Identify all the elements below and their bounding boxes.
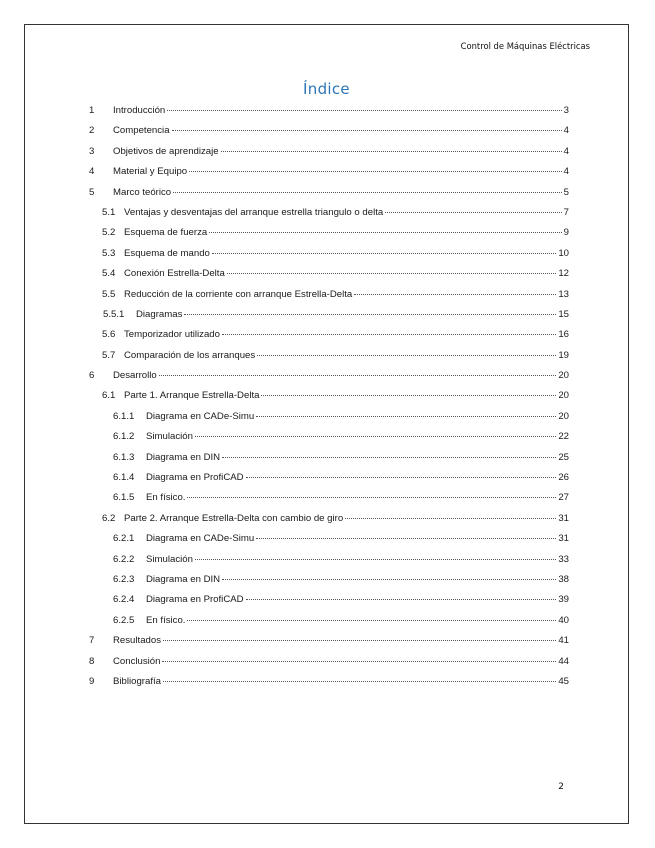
toc-entry-number: 9 [89,675,95,687]
toc-entry-label[interactable]: En físico. [146,614,186,626]
toc-entry[interactable] [89,187,569,207]
dot-leader [187,620,556,621]
toc-entry-page[interactable]: 12 [558,268,569,280]
toc-entry-page[interactable]: 26 [558,472,569,484]
toc-entry-number: 6.1.2 [113,431,135,443]
toc-entry-page[interactable]: 5 [563,186,569,198]
toc-entry-label[interactable]: Competencia [113,125,170,137]
toc-title: Índice [303,80,350,98]
dot-leader [222,579,556,580]
toc-entry-page[interactable]: 4 [563,125,569,137]
toc-entry-number: 6.1.3 [113,451,135,463]
toc-entry-label[interactable]: Diagrama en CADe-Simu [146,410,255,422]
toc-entry-page[interactable]: 45 [558,675,569,687]
toc-entry-page[interactable]: 31 [558,512,569,524]
toc-entry-number: 5.4 [102,268,116,280]
toc-entry[interactable] [89,370,569,390]
toc-entry-label[interactable]: Objetivos de aprendizaje [113,145,219,157]
toc-entry-label[interactable]: Marco teórico [113,186,172,198]
toc-entry-page[interactable]: 40 [558,614,569,626]
toc-entry-label[interactable]: Simulación [146,553,193,565]
toc-entry[interactable] [89,248,569,268]
toc-entry-page[interactable]: 41 [558,635,569,647]
toc-entry-label[interactable]: Esquema de fuerza [124,227,208,239]
toc-entry-number: 6.2.2 [113,553,135,565]
toc-entry-number: 2 [89,125,95,137]
toc-entry-page[interactable]: 4 [563,145,569,157]
toc-entry-label[interactable]: Conexión Estrella-Delta [124,268,225,280]
toc-entry-number: 6.2.3 [113,573,135,585]
toc-entry-number: 4 [89,166,95,178]
toc-entry-page[interactable]: 10 [558,247,569,259]
toc-entry[interactable] [89,411,569,431]
toc-entry-label[interactable]: En físico. [146,492,186,504]
toc-entry-number: 3 [89,145,95,157]
dot-leader [246,599,557,600]
toc-entry-number: 5.6 [102,329,116,341]
toc-entry[interactable] [89,513,569,533]
toc-entry[interactable] [89,472,569,492]
dot-leader [256,416,556,417]
toc-entry-number: 6.2 [102,512,116,524]
toc-entry-number: 5.5 [102,288,116,300]
dot-leader [163,640,556,641]
toc-entry-page[interactable]: 38 [558,573,569,585]
toc-entry-page[interactable]: 7 [563,206,569,218]
toc-entry-page[interactable]: 15 [558,308,569,320]
dot-leader [256,538,556,539]
toc-entry[interactable] [89,431,569,451]
toc-entry[interactable] [89,146,569,166]
toc-entry[interactable] [89,554,569,574]
toc-entry-number: 5.1 [102,206,116,218]
toc-entry-page[interactable]: 33 [558,553,569,565]
page-number: 2 [558,782,564,792]
toc-entry[interactable] [89,492,569,512]
toc-entry-label[interactable]: Conclusión [113,655,161,667]
toc-entry-page[interactable]: 39 [558,594,569,606]
dot-leader [163,681,556,682]
toc-entry-label[interactable]: Introducción [113,105,166,116]
toc-entry-label[interactable]: Bibliografía [113,675,161,687]
toc-entry-number: 6.1.5 [113,492,135,504]
dot-leader [159,375,557,376]
toc-entry[interactable] [89,635,569,655]
toc-entry[interactable] [89,533,569,553]
toc-entry[interactable] [89,594,569,614]
toc-entry[interactable] [89,105,569,125]
toc-entry-label[interactable]: Temporizador utilizado [124,329,220,341]
toc-entry-page[interactable]: 27 [558,492,569,504]
dot-leader [173,192,562,193]
toc-entry-number: 7 [89,635,95,647]
dot-leader [172,130,562,131]
toc-entry[interactable] [89,574,569,594]
toc-entry-label[interactable]: Esquema de mando [124,247,210,259]
dot-leader [246,477,557,478]
toc-entry-label[interactable]: Comparación de los arranques [124,349,256,361]
toc-entry[interactable] [89,350,569,370]
document-page [24,24,629,824]
toc-entry-number: 8 [89,655,95,667]
toc-entry-page[interactable]: 13 [558,288,569,300]
toc-entry-page[interactable]: 16 [558,329,569,341]
toc-entry[interactable] [89,289,569,309]
toc-entry-number: 5.3 [102,247,116,259]
toc-entry-label[interactable]: Simulación [146,431,193,443]
toc-entry-label[interactable]: Parte 1. Arranque Estrella-Delta [124,390,260,402]
toc-entry-label[interactable]: Parte 2. Arranque Estrella-Delta con cambio de giro [124,512,344,524]
dot-leader [222,334,556,335]
toc-entry-label[interactable]: Diagrama en DIN [146,573,221,585]
toc-entry-label[interactable]: Material y Equipo [113,166,188,178]
dot-leader [354,294,556,295]
dot-leader [345,518,556,519]
toc-entry[interactable] [89,125,569,145]
toc-entry-number: 5.2 [102,227,116,239]
toc-entry[interactable] [89,676,569,696]
toc-entry-label[interactable]: Diagrama en ProfiCAD [146,472,244,484]
toc-entry[interactable] [89,227,569,247]
dot-leader [212,253,556,254]
dot-leader [162,661,556,662]
toc-entry-number: 6.1 [102,390,116,402]
toc-entry[interactable] [89,615,569,635]
toc-entry[interactable] [89,390,569,410]
toc-entry-label[interactable]: Diagrama en ProfiCAD [146,594,244,606]
toc-entry[interactable] [89,329,569,349]
toc-entry-number: 6.2.5 [113,614,135,626]
dot-leader [221,151,562,152]
running-header: Control de Máquinas Eléctricas [460,41,590,51]
dot-leader [184,314,556,315]
toc-entry-page[interactable]: 22 [558,431,569,443]
toc-entry-number: 5 [89,186,95,198]
toc-entry-number: 6.2.4 [113,594,135,606]
toc-entry-page[interactable]: 19 [558,349,569,361]
dot-leader [195,436,556,437]
toc-entry-page[interactable]: 4 [563,166,569,178]
toc-entry-label[interactable]: Diagramas [136,308,183,320]
table-of-contents [89,105,569,696]
toc-entry[interactable] [89,166,569,186]
dot-leader [195,559,556,560]
toc-entry-page[interactable]: 25 [558,451,569,463]
toc-entry-page[interactable]: 3 [563,105,569,116]
dot-leader [187,497,556,498]
toc-entry-number: 6.1.1 [113,410,135,422]
toc-entry[interactable] [89,656,569,676]
dot-leader [385,212,561,213]
toc-entry-label[interactable]: Diagrama en CADe-Simu [146,533,255,545]
dot-leader [261,395,556,396]
toc-entry-label[interactable]: Reducción de la corriente con arranque Estrella-Delta [124,288,353,300]
toc-entry[interactable] [89,452,569,472]
dot-leader [167,110,561,111]
toc-entry-page[interactable]: 44 [558,655,569,667]
toc-entry-label[interactable]: Desarrollo [113,370,157,382]
toc-entry[interactable] [89,268,569,288]
dot-leader [209,232,561,233]
dot-leader [227,273,557,274]
toc-entry-number: 5.7 [102,349,116,361]
dot-leader [222,457,556,458]
dot-leader [257,355,556,356]
toc-entry-number: 6 [89,370,95,382]
toc-entry-number: 6.2.1 [113,533,135,545]
dot-leader [189,171,562,172]
toc-entry-page[interactable]: 31 [558,533,569,545]
toc-entry-page[interactable]: 20 [558,370,569,382]
toc-entry-number: 6.1.4 [113,472,135,484]
toc-entry-number: 1 [89,105,95,116]
toc-entry-number: 5.5.1 [103,308,125,320]
toc-entry-page[interactable]: 20 [558,390,569,402]
toc-entry-label[interactable]: Ventajas y desventajas del arranque estrella triangulo o delta [124,206,384,218]
toc-entry[interactable] [89,207,569,227]
toc-entry[interactable] [89,309,569,329]
toc-entry-label[interactable]: Diagrama en DIN [146,451,221,463]
toc-entry-page[interactable]: 20 [558,410,569,422]
toc-entry-page[interactable]: 9 [563,227,569,239]
toc-entry-label[interactable]: Resultados [113,635,161,647]
